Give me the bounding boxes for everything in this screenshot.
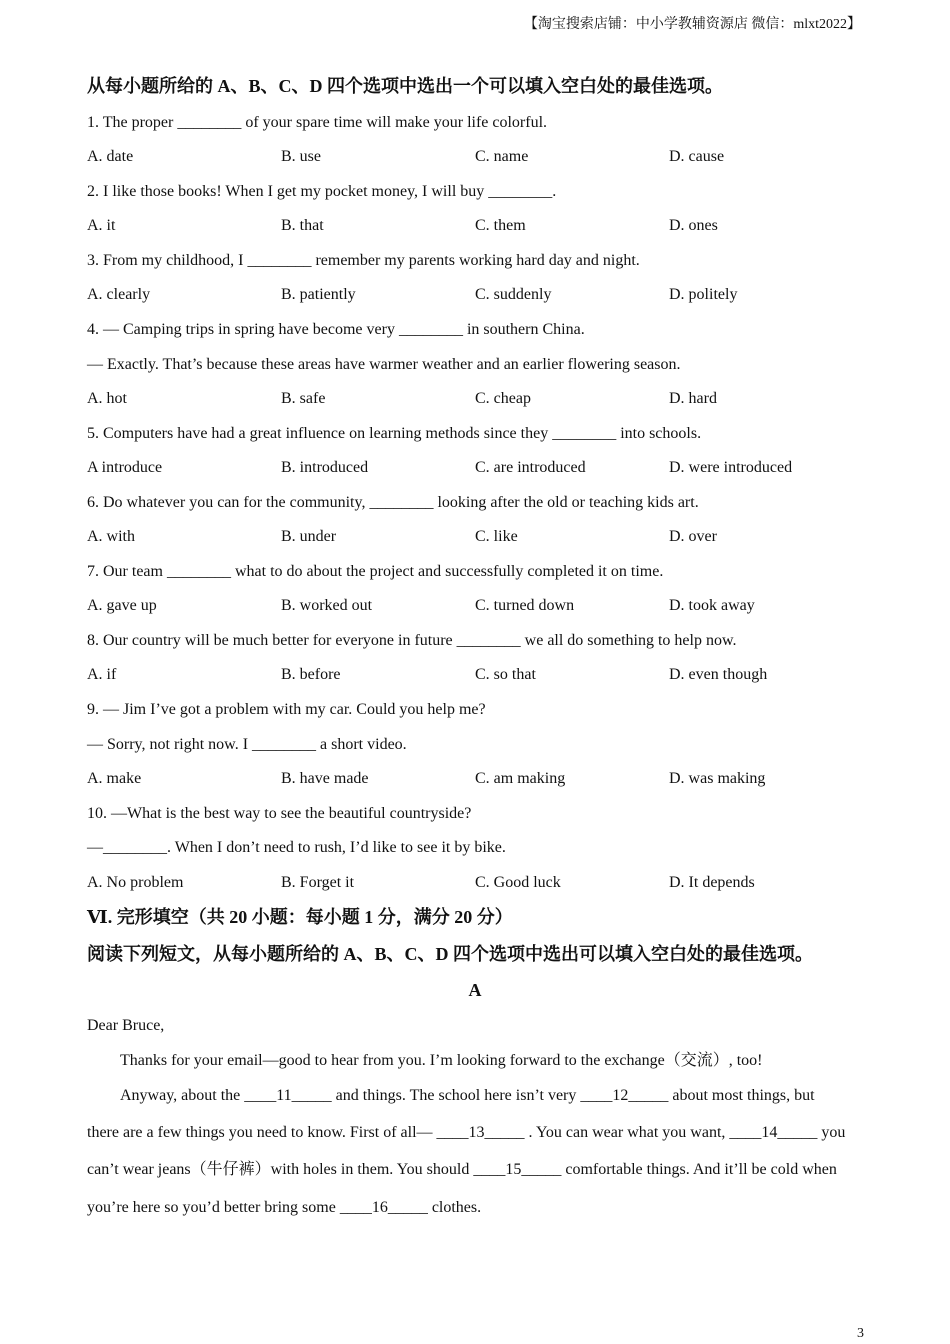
text: Anyway, about the <box>120 1087 245 1104</box>
letter-greeting: Dear Bruce, <box>87 1017 165 1034</box>
option-c: C. cheap <box>475 390 531 407</box>
option-b: B. introduced <box>281 459 369 476</box>
question-stem: 4. — Camping trips in spring have become very ________ in southern China. <box>87 321 585 338</box>
text: clothes. <box>427 1199 482 1216</box>
option-a: A. if <box>87 666 117 683</box>
option-a: A. it <box>87 217 116 234</box>
option-b: B. use <box>281 148 321 165</box>
blank-16: ____16_____ <box>339 1199 428 1216</box>
question-stem: 7. Our team ________ what to do about the project and successfully completed it on time. <box>87 563 664 580</box>
option-a: A. hot <box>87 390 127 407</box>
question-stem-reply: — Sorry, not right now. I ________ a short video. <box>87 736 407 753</box>
blank-13: ____13_____ <box>436 1124 525 1141</box>
blank-14: ____14_____ <box>729 1124 818 1141</box>
section-instruction: 阅读下列短文，从每小题所给的 A、B、C、D 四个选项中选出可以填入空白处的最佳选项。 <box>87 944 813 964</box>
option-c: C. Good luck <box>475 874 561 891</box>
option-d: D. were introduced <box>669 459 793 476</box>
question-stem: 3. From my childhood, I ________ remember my parents working hard day and night. <box>87 252 640 269</box>
option-c: C. am making <box>475 770 566 787</box>
option-d: D. over <box>669 528 717 545</box>
option-a: A introduce <box>87 459 163 476</box>
option-b: B. patiently <box>281 286 356 303</box>
text: there are a few things you need to know. First of all— <box>87 1124 437 1141</box>
section-title: Ⅵ. 完形填空（共 20 小题：每小题 1 分，满分 20 分） <box>87 907 513 927</box>
option-d: D. hard <box>669 390 717 407</box>
question-stem: 8. Our country will be much better for everyone in future ________ we all do something to help now. <box>87 632 737 649</box>
blank-12: ____12_____ <box>580 1087 669 1104</box>
blank-11: ____11_____ <box>244 1087 332 1104</box>
option-d: D. ones <box>669 217 718 234</box>
option-a: A. No problem <box>87 874 184 891</box>
option-b: B. under <box>281 528 337 545</box>
option-d: D. It depends <box>669 874 755 891</box>
question-stem-reply: — Exactly. That’s because these areas have warmer weather and an earlier flowering season. <box>87 356 681 373</box>
passage-line <box>87 1198 481 1218</box>
question-stem-reply: —________. When I don’t need to rush, I’d like to see it by bike. <box>87 839 506 856</box>
option-a: A. with <box>87 528 135 545</box>
option-b: B. Forget it <box>281 874 355 891</box>
option-c: C. suddenly <box>475 286 552 303</box>
option-a: A. make <box>87 770 142 787</box>
question-stem: 2. I like those books! When I get my pocket money, I will buy ________. <box>87 183 557 200</box>
text: you’re here so you’d better bring some <box>87 1199 340 1216</box>
option-b: B. that <box>281 217 324 234</box>
question-stem: 6. Do whatever you can for the community, ________ looking after the old or teaching kids art. <box>87 494 699 511</box>
header-note: 【淘宝搜索店铺：中小学教辅资源店 微信：mlxt2022】 <box>523 17 861 32</box>
option-d: D. was making <box>669 770 766 787</box>
text: and things. The school here isn’t very <box>331 1087 581 1104</box>
instruction: 从每小题所给的 A、B、C、D 四个选项中选出一个可以填入空白处的最佳选项。 <box>87 76 723 96</box>
option-b: B. worked out <box>281 597 373 614</box>
passage-label: A <box>468 980 482 1000</box>
option-a: A. date <box>87 148 134 165</box>
blank-15: ____15_____ <box>473 1161 562 1178</box>
option-a: A. gave up <box>87 597 157 614</box>
passage-line <box>120 1086 815 1106</box>
page-number: 3 <box>857 1326 864 1341</box>
option-c: C. like <box>475 528 518 545</box>
text: about most things, but <box>668 1087 815 1104</box>
text: . You can wear what you want, <box>524 1124 730 1141</box>
option-d: D. cause <box>669 148 725 165</box>
option-b: B. have made <box>281 770 369 787</box>
option-c: C. are introduced <box>475 459 586 476</box>
option-d: D. even though <box>669 666 768 683</box>
question-stem: 1. The proper ________ of your spare time will make your life colorful. <box>87 114 548 131</box>
option-c: C. so that <box>475 666 536 683</box>
question-stem: 5. Computers have had a great influence on learning methods since they ________ into schools. <box>87 425 702 442</box>
option-b: B. before <box>281 666 341 683</box>
option-c: C. name <box>475 148 529 165</box>
passage-line <box>87 1123 845 1143</box>
passage-line <box>87 1160 837 1180</box>
question-stem: 10. —What is the best way to see the beautiful countryside? <box>87 805 472 822</box>
passage-paragraph: Thanks for your email—good to hear from you. I’m looking forward to the exchange（交流）, too! <box>120 1052 763 1069</box>
text: comfortable things. And it’ll be cold when <box>561 1161 837 1178</box>
option-b: B. safe <box>281 390 326 407</box>
option-d: D. took away <box>669 597 755 614</box>
text: you <box>817 1124 846 1141</box>
option-d: D. politely <box>669 286 738 303</box>
option-c: C. them <box>475 217 526 234</box>
option-a: A. clearly <box>87 286 151 303</box>
option-c: C. turned down <box>475 597 575 614</box>
question-stem: 9. — Jim I’ve got a problem with my car. Could you help me? <box>87 701 486 718</box>
text: can’t wear jeans（牛仔裤）with holes in them. You should <box>87 1161 474 1178</box>
